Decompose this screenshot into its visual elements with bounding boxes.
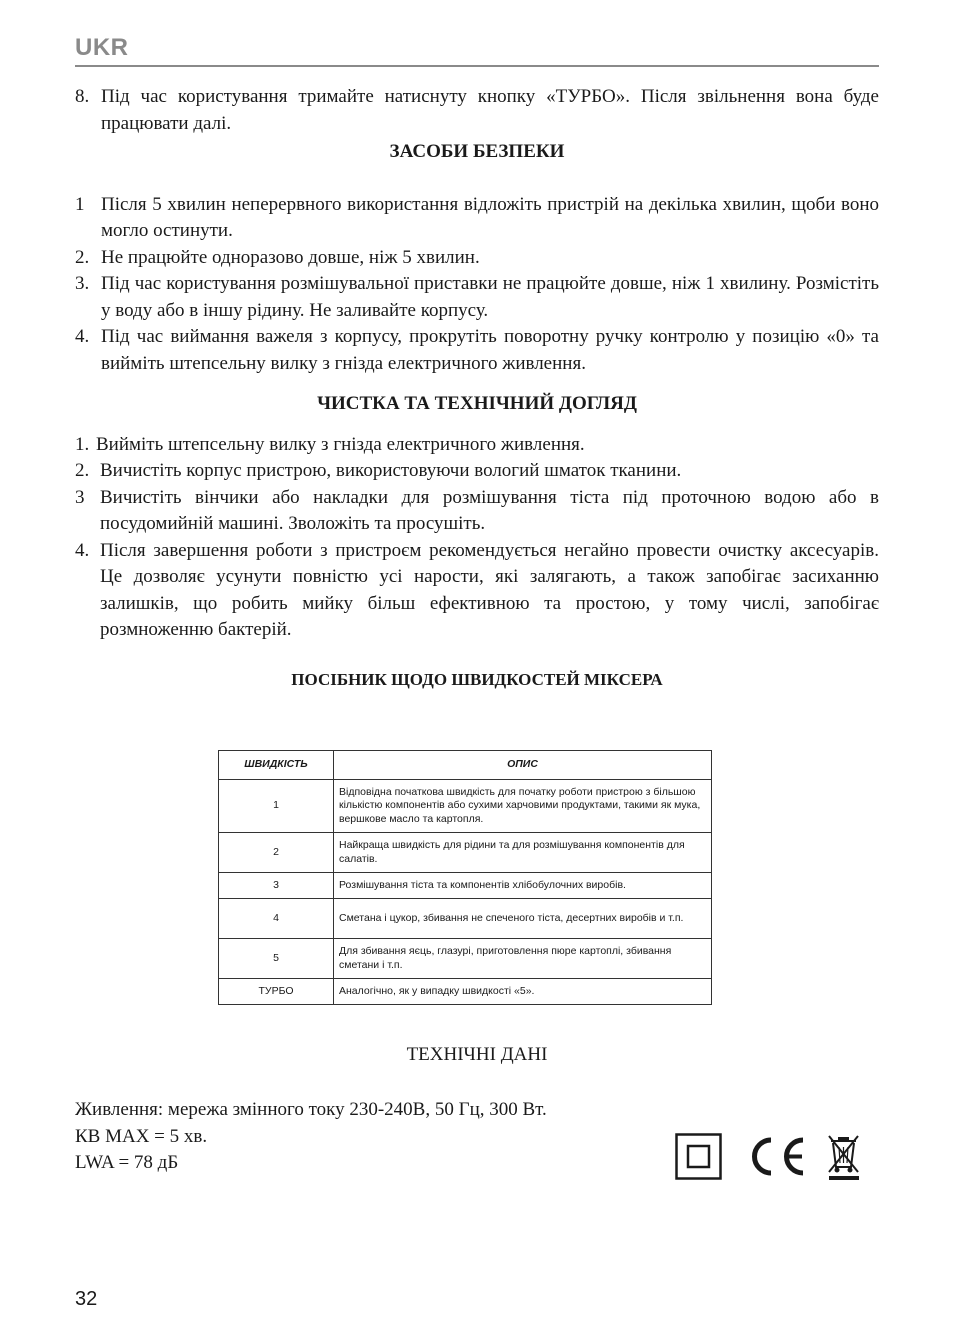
- tech-lwa-line: LWA = 78 дБ: [75, 1152, 179, 1173]
- item-number: 1.: [75, 433, 90, 455]
- ce-mark-icon: [755, 1140, 804, 1173]
- intro-item-8: [75, 84, 879, 137]
- tech-data-title: ТЕХНІЧНІ ДАНІ: [406, 1044, 548, 1065]
- safety-item-3: [75, 271, 879, 324]
- item-text: Вийміть штепсельну вилку з гнізда електричного живлення.: [96, 433, 585, 455]
- item-text: Вичистіть вінчики або накладки для розмішування тіста під проточною водою або в посудомийній машині. Зволожіть та просушіть.: [100, 486, 879, 534]
- page-number: 32: [75, 1288, 98, 1310]
- description-cell: Аналогічно, як у випадку швидкості «5».: [334, 979, 712, 1005]
- description-cell: Розмішування тіста та компонентів хлібобулочних виробів.: [334, 873, 712, 899]
- speed-cell: ТУРБО: [219, 979, 334, 1005]
- speed-guide-title: ПОСІБНИК ЩОДО ШВИДКОСТЕЙ МІКСЕРА: [291, 669, 663, 689]
- header-rule: [75, 65, 879, 67]
- col-header-description: ОПИС: [334, 751, 712, 780]
- item-text: Після 5 хвилин неперервного використання відложіть пристрій на декілька хвилин, щоби воно могло остинути.: [101, 193, 879, 241]
- cleaning-item-1: [75, 432, 879, 459]
- item-text: Під час виймання важеля з корпусу, прокрутіть поворотну ручку контролю у позицію «0» та вийміть штепсельну вилку з гнізда електричного живлення.: [101, 326, 879, 374]
- description-cell: Сметана і цукор, збивання не спеченого тіста, десертних виробів и т.п.: [334, 899, 712, 939]
- certification-icons: [675, 1133, 870, 1183]
- safety-item-2: [75, 245, 879, 272]
- item-number: 8.: [75, 86, 90, 107]
- item-number: 4.: [75, 326, 90, 347]
- double-insulation-icon: [677, 1135, 721, 1179]
- item-number: 3: [75, 486, 85, 508]
- table-row: [219, 873, 712, 899]
- item-text: Під час користування розмішувальної приставки не працюйте довше, ніж 1 хвилину. Розмістіть у воду або в іншу рідину. Не заливайте корпусу.: [101, 273, 879, 321]
- col-header-speed: ШВИДКІСТЬ: [219, 751, 334, 780]
- item-number: 2.: [75, 460, 90, 481]
- cleaning-item-3: [75, 485, 879, 538]
- speed-cell: 5: [219, 939, 334, 979]
- safety-title: ЗАСОБИ БЕЗПЕКИ: [389, 141, 565, 162]
- tech-power-line: Живлення: мережа змінного току 230-240В, 50 Гц, 300 Вт.: [75, 1099, 547, 1120]
- speed-cell: 2: [219, 833, 334, 873]
- item-text: Не працюйте одноразово довше, ніж 5 хвилин.: [101, 246, 480, 268]
- description-cell: Найкраща швидкість для рідини та для розмішування компонентів для салатів.: [334, 833, 712, 873]
- item-text: Після завершення роботи з пристроєм рекомендується негайно провести очистку аксесуарів. Це дозволяє усунути повністю усі нарости, які залягають, а також запобігає засиханню залишків, що робить мийку більш ефективною та простою, у тому числі, запобігає розмноженню бактерій.: [100, 539, 879, 640]
- description-cell: Відповідна початкова швидкість для початку роботи пристрою з більшою кількістю компонентів або сухими харчовими продуктами, такими як мука, вершкове масло та картопля.: [334, 780, 712, 833]
- speed-table: [218, 750, 712, 1005]
- item-text: Вичистіть корпус пристрою, використовуючи вологий шматок тканини.: [100, 460, 682, 481]
- weee-crossed-bin-icon: [829, 1136, 859, 1180]
- speed-cell: 4: [219, 899, 334, 939]
- item-number: 1: [75, 193, 85, 215]
- table-header-row: [219, 751, 712, 780]
- table-row: [219, 780, 712, 833]
- item-text: Під час користування тримайте натиснуту кнопку «ТУРБО». Після звільнення вона буде працювати далі.: [101, 86, 879, 134]
- cleaning-list: [75, 432, 879, 644]
- header-language-code: UKR: [75, 34, 129, 61]
- cleaning-item-4: [75, 538, 879, 644]
- cleaning-title: ЧИСТКА ТА ТЕХНІЧНИЙ ДОГЛЯД: [317, 393, 637, 414]
- table-row: [219, 979, 712, 1005]
- cleaning-item-2: [75, 458, 879, 485]
- table-row: [219, 833, 712, 873]
- item-number: 4.: [75, 539, 90, 561]
- table-row: [219, 939, 712, 979]
- safety-list: [75, 192, 879, 378]
- speed-cell: 1: [219, 780, 334, 833]
- item-number: 3.: [75, 273, 90, 294]
- document-body: [75, 84, 879, 693]
- speed-cell: 3: [219, 873, 334, 899]
- tech-kb-max-line: КВ MAX = 5 хв.: [75, 1125, 208, 1147]
- description-cell: Для збивання яєць, глазурі, приготовлення пюре картоплі, збивання сметани і т.п.: [334, 939, 712, 979]
- item-number: 2.: [75, 246, 90, 268]
- safety-item-4: [75, 324, 879, 377]
- table-row: [219, 899, 712, 939]
- safety-item-1: [75, 192, 879, 245]
- tech-data: [75, 1097, 547, 1177]
